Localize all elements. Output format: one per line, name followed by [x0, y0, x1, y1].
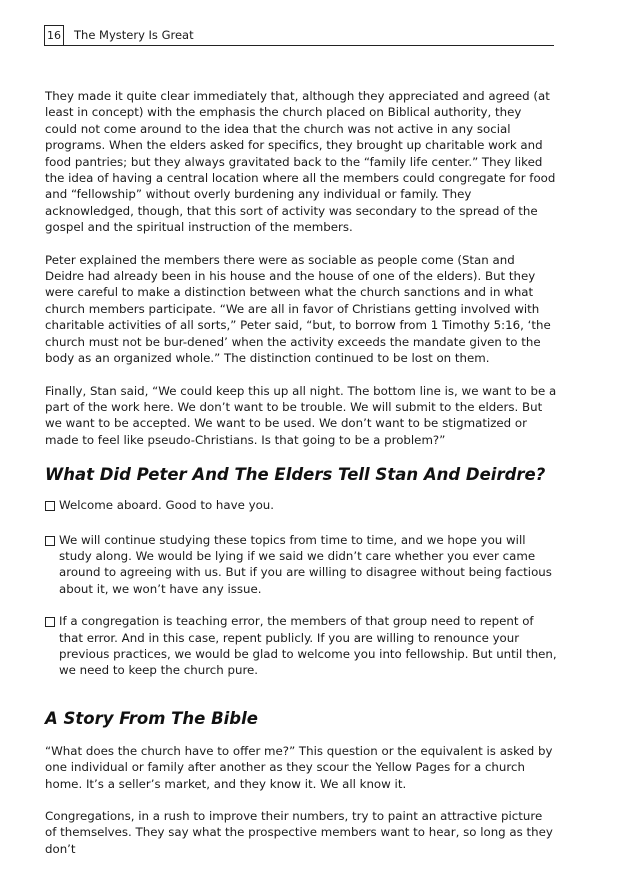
- paragraph: Congregations, in a rush to improve their numbers, try to paint an attractive picture of themselves. They say what the prospective members want to hear, so long as they don’t: [45, 809, 553, 856]
- option-text: If a congregation is teaching error, the members of that group need to repent of that error. And in this case, repent publicly. If you are willing to renounce your previous practices, we would be glad to welcome you into fellowship. But until then, we need to keep the church pure.: [59, 614, 557, 678]
- page-body: [45, 88, 557, 857]
- story-heading: A Story From The Bible: [45, 708, 258, 728]
- option-text: Welcome aboard. Good to have you.: [59, 498, 275, 513]
- answer-option[interactable]: [45, 532, 557, 598]
- paragraph: Finally, Stan said, “We could keep this up all night. The bottom line is, we want to be a part of the work here. We don’t want to be trouble. We will submit to the elders. But we want to be accepted. We want to be used. We don’t want to be stigmatized or made to feel like pseudo-Christians. Is that going to be a problem?”: [45, 383, 557, 447]
- checkbox[interactable]: [45, 613, 59, 679]
- checkbox[interactable]: [45, 497, 59, 515]
- running-header: [44, 25, 554, 46]
- question-heading: What Did Peter And The Elders Tell Stan And Deirdre?: [45, 465, 546, 485]
- paragraph: “What does the church have to offer me?” This question or the equivalent is asked by one individual or family after another as they scour the Yellow Pages for a church home. It’s a seller’s market, and they know it. We all know it.: [45, 743, 553, 791]
- page-number: 16: [44, 25, 64, 45]
- answer-option[interactable]: [45, 497, 557, 515]
- running-title: The Mystery Is Great: [74, 28, 194, 42]
- option-text: We will continue studying these topics from time to time, and we hope you will study along. We would be lying if we said we didn’t care whether you ever came around to agreeing with us. But if you are willing to disagree without being factious about it, we won’t have any issue.: [59, 532, 552, 596]
- answer-option[interactable]: [45, 613, 557, 679]
- paragraph: Peter explained the members there were as sociable as people come (Stan and Deidre had already been in his house and the house of one of the elders). But they were careful to make a distinction between what the church sanctions and in what church members participate. “We are all in favor of Christians getting involved with charitable activities of all sorts,” Peter said, “but, to borrow from 1 Timothy 5:16, ‘the church must not be bur-dened’ when the activity exceeds the mandate given to the body as an organized whole.” The distinction continued to be lost on them.: [45, 252, 551, 366]
- paragraph: They made it quite clear immediately that, although they appreciated and agreed (at least in concept) with the emphasis the church placed on Biblical authority, they could not come around to the idea that the church was not active in any social programs. When the elders asked for specifics, they brought up charitable work and food pantries; but they always gravitated back to the “family life center.” They liked the idea of having a central location where all the members could congregate for food and “fellowship” without overly burdening any individual or family. They acknowledged, though, that this sort of activity was secondary to the spread of the gospel and the spiritual instruction of the members.: [45, 89, 556, 235]
- checkbox[interactable]: [45, 532, 59, 598]
